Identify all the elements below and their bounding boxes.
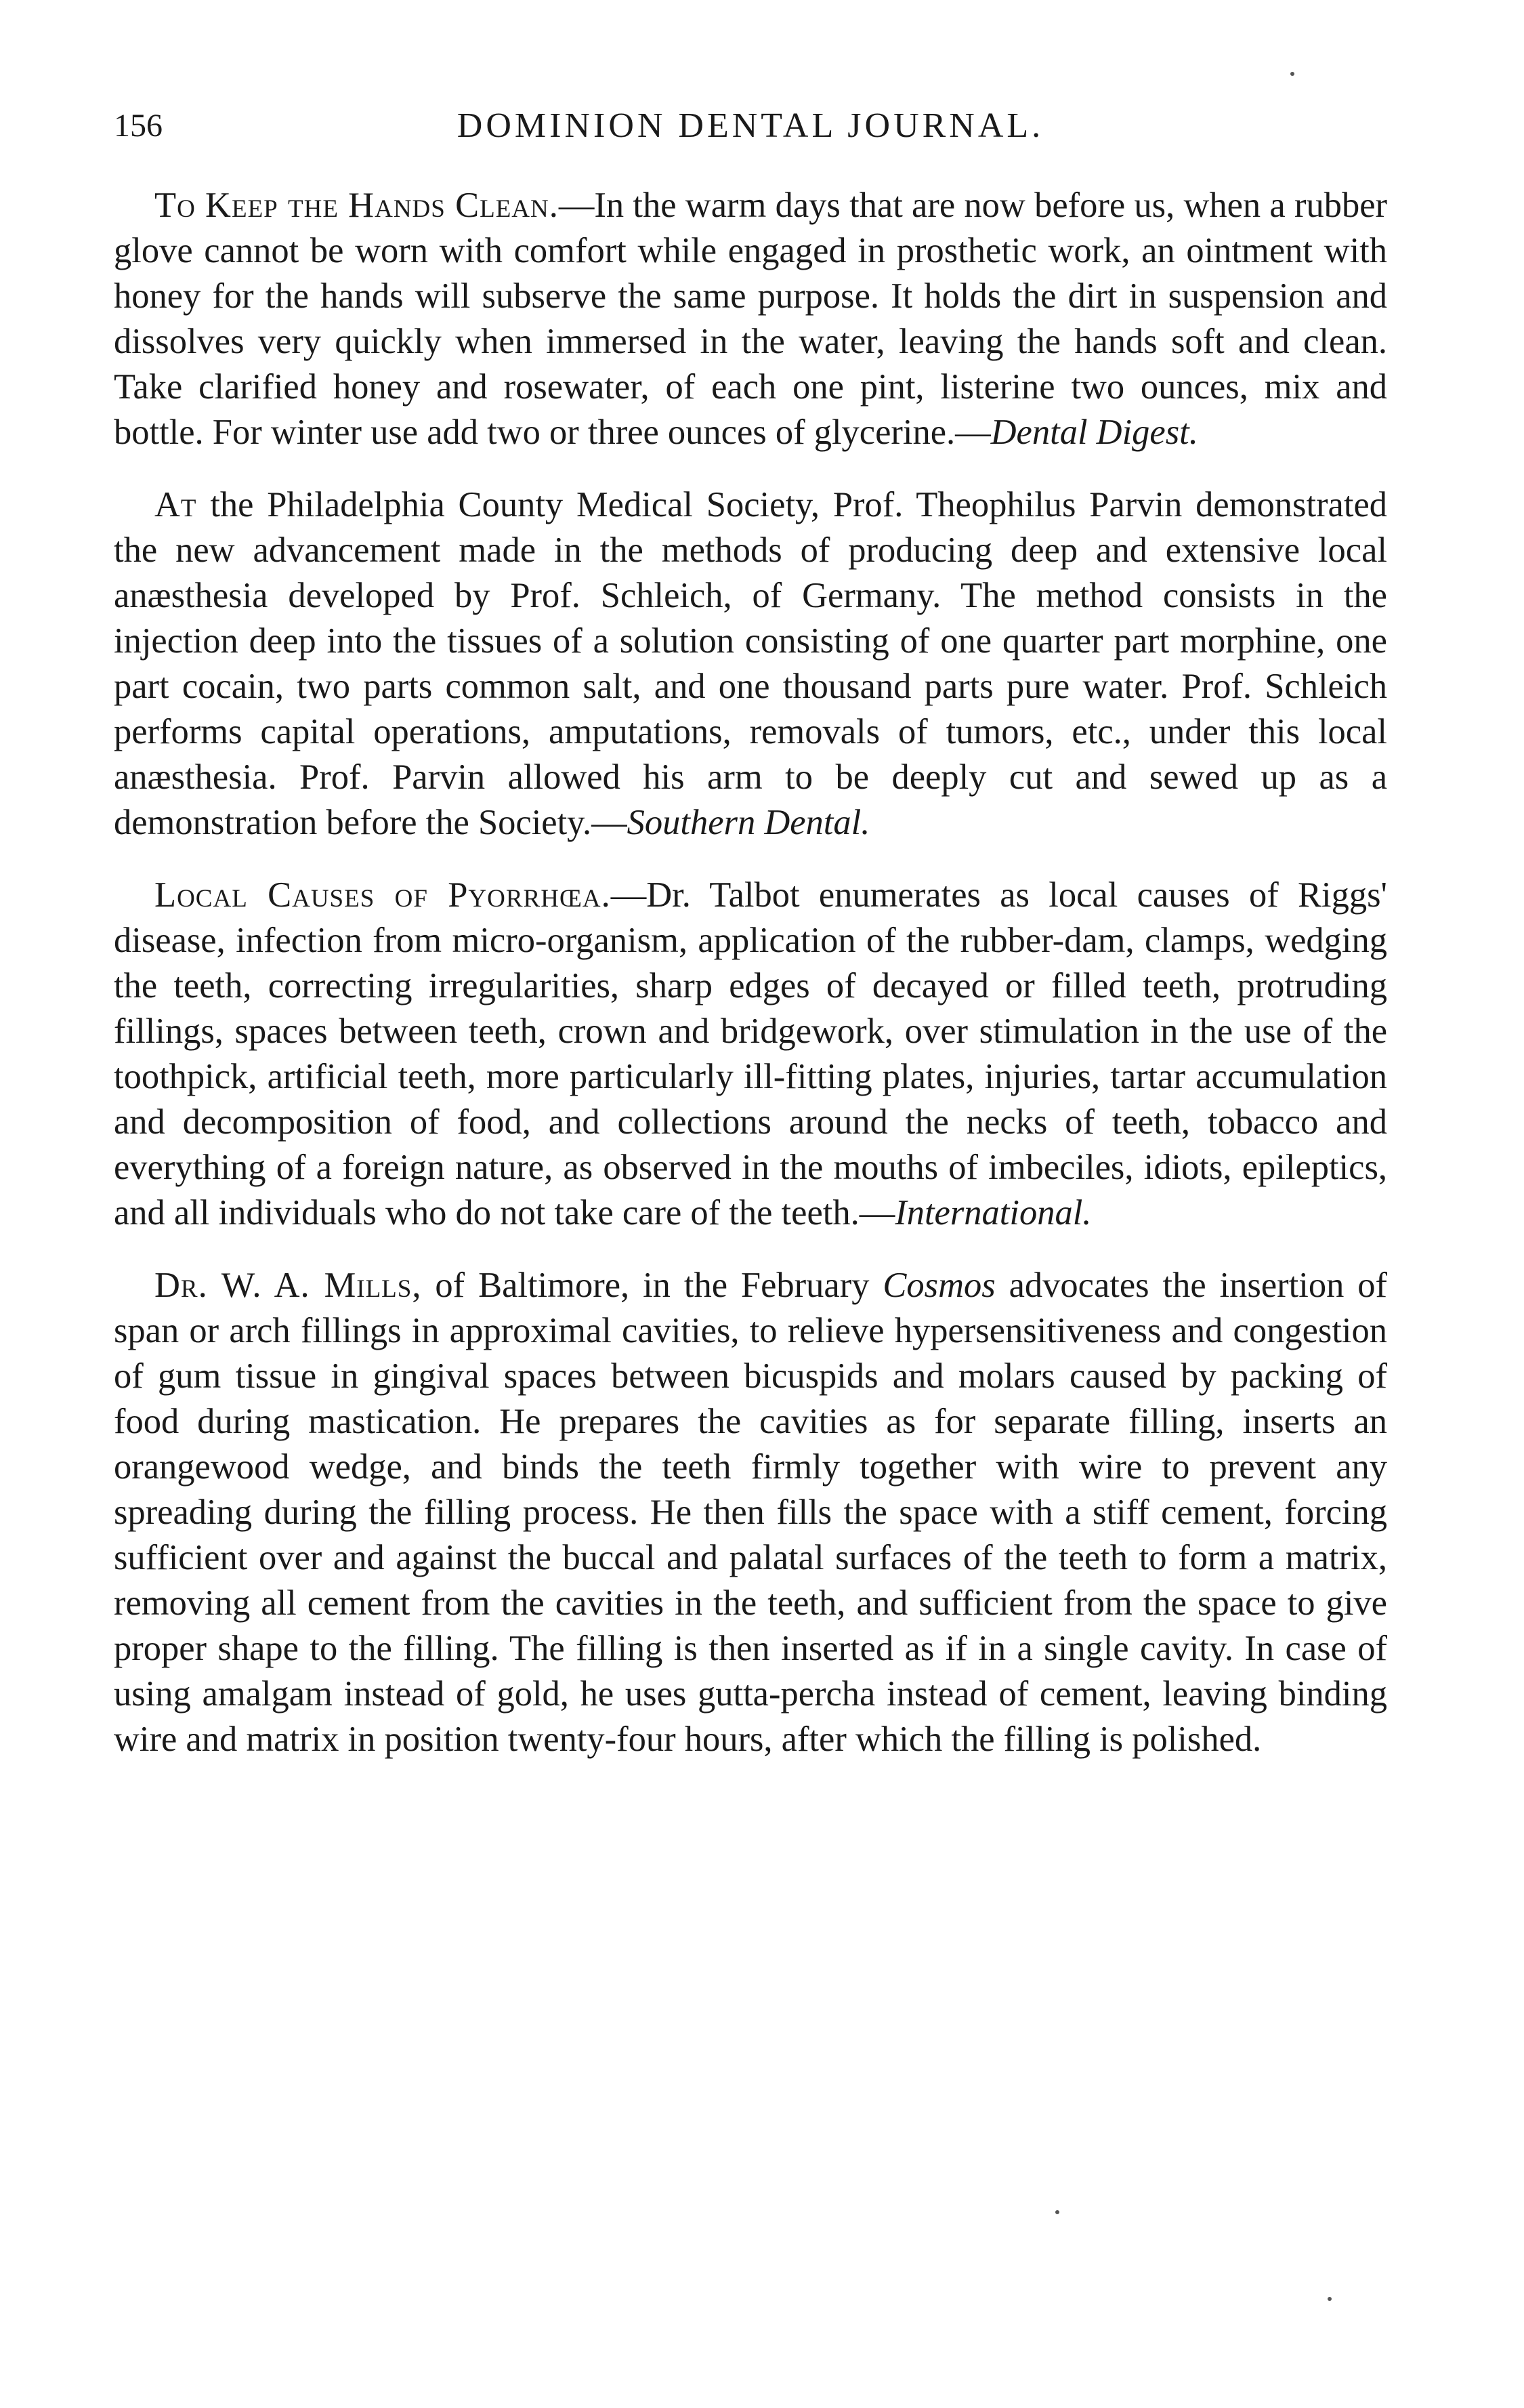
paragraph-text: —In the warm days that are now before us, when a rubber glove cannot be worn with comfort while engaged in prosthetic work, an ointment with honey for the hands will subserve the same purpose. It holds the dirt in suspension and dissolves very quickly when immersed in the water, leaving the hands soft and clean. Take clarified honey and rosewater, of each one pint, listerine two ounces, mix and bottle. For winter use add two or three ounces of glycerine.— xyxy=(114,186,1388,452)
paragraph-text: advocates the insertion of span or arch fillings in approximal cavities, to relieve hypersensitiveness and congestion of gum tissue in gingival spaces between bicuspids and molars caused by packing of food during mastication. He prepares the cavities as for separate filling, inserts an orangewood wedge, and binds the teeth firmly together with wire to prevent any spreading during the filling process. He then fills the space with a stiff cement, forcing sufficient over and against the buccal and palatal surfaces of the teeth to form a matrix, removing all cement from the cavities in the teeth, and sufficient from the space to give proper shape to the filling. The filling is then inserted as if in a single cavity. In case of using amalgam instead of gold, he uses gutta-percha instead of cement, leaving binding wire and matrix in position twenty-four hours, after which the filling is polished. xyxy=(114,1266,1387,1759)
paragraph-source: Southern Dental. xyxy=(627,803,870,842)
paragraph-lead: To Keep the Hands Clean. xyxy=(154,186,559,225)
page-number: 156 xyxy=(114,108,163,144)
paragraph-text: the Philadelphia County Medical Society, Prof. Theophilus Parvin demonstrated the new advancement made in the methods of producing deep and extensive local anæsthesia developed by Prof. Schleich, of Germany. The method consists in the injection deep into the tissues of a solution consisting of one quarter part morphine, one part cocain, two parts common salt, and one thousand parts pure water. Prof. Schleich performs capital operations, amputations, removals of tumors, etc., under this local anæsthesia. Prof. Parvin allowed his arm to be deeply cut and sewed up as a demonstration before the Society.— xyxy=(114,485,1387,842)
print-speck xyxy=(1290,72,1294,76)
print-speck xyxy=(1055,2210,1059,2214)
paragraph-source: Dental Digest. xyxy=(990,413,1198,452)
paragraph-text-before: of Baltimore, in the February xyxy=(421,1266,883,1305)
article-body xyxy=(114,183,1387,1762)
paragraph-pyorrhoea xyxy=(114,873,1387,1236)
paragraph-lead: At xyxy=(154,485,197,524)
paragraph-arch-fillings xyxy=(114,1263,1387,1762)
paragraph-text: —Dr. Talbot enumerates as local causes of Riggs' disease, infection from micro-organism, application of the rubber-dam, clamps, wedging the teeth, correcting irregularities, sharp edges of decayed or filled teeth, protruding fillings, spaces between teeth, crown and bridgework, over stimulation in the use of the toothpick, artificial teeth, more particularly ill-fitting plates, injuries, tartar accumulation and decomposition of food, and collections around the necks of teeth, tobacco and everything of a foreign nature, as observed in the mouths of imbeciles, idiots, epileptics, and all individuals who do not take care of the teeth.— xyxy=(114,875,1387,1232)
paragraph-hands-clean xyxy=(114,183,1387,455)
paragraph-lead: Local Causes of Pyorrhœa. xyxy=(154,875,611,915)
print-speck xyxy=(1328,2297,1332,2301)
paragraph-local-anaesthesia xyxy=(114,482,1387,846)
running-title: DOMINION DENTAL JOURNAL. xyxy=(457,106,1044,145)
page-header xyxy=(114,99,1387,153)
paragraph-source: International. xyxy=(895,1193,1092,1232)
paragraph-lead: Dr. W. A. Mills, xyxy=(154,1266,422,1305)
journal-name-cosmos: Cosmos xyxy=(883,1266,996,1305)
